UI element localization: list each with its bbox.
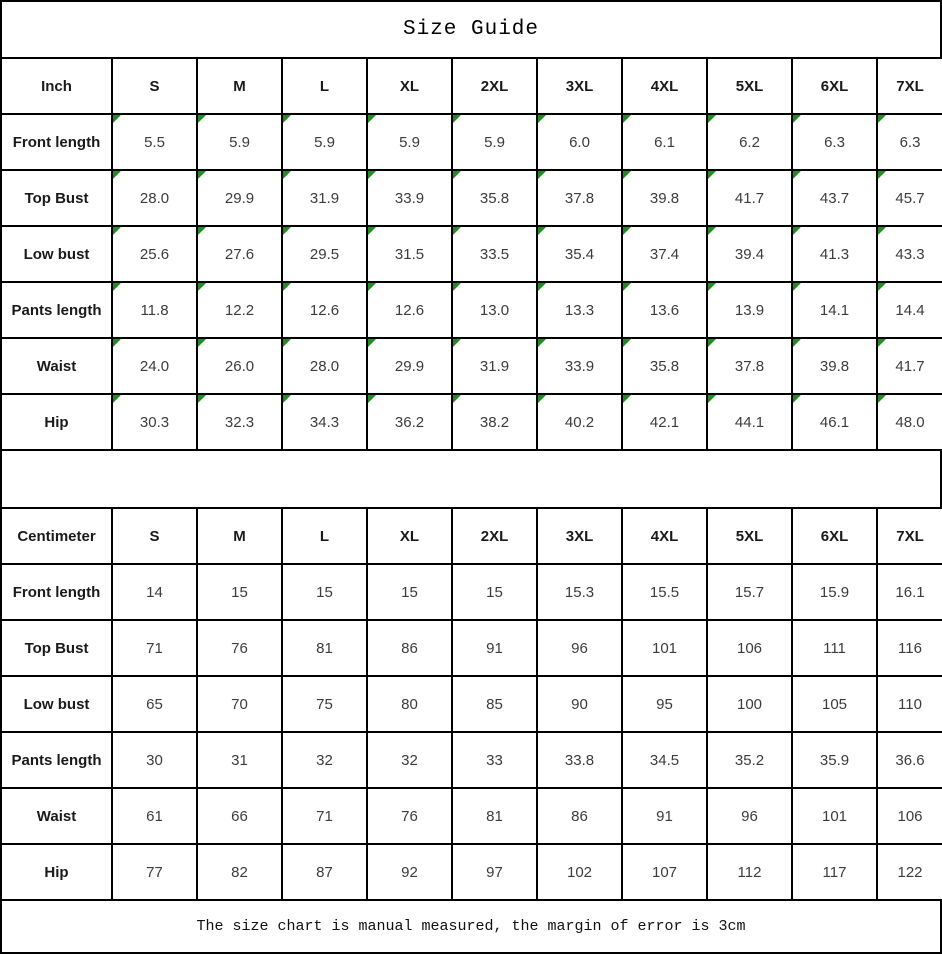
value-cell: 32 <box>282 732 367 788</box>
measurement-row <box>1 114 942 170</box>
row-label-cell: Top Bust <box>1 170 112 226</box>
value-cell: 117 <box>792 844 877 900</box>
size-header-cell: XL <box>367 58 452 114</box>
value-cell: 6.2 <box>707 114 792 170</box>
value-cell: 102 <box>537 844 622 900</box>
value-cell: 76 <box>197 620 282 676</box>
value-cell: 106 <box>707 620 792 676</box>
centimeter-table <box>0 507 942 901</box>
value-cell: 34.3 <box>282 394 367 450</box>
value-cell: 61 <box>112 788 197 844</box>
value-cell: 15.9 <box>792 564 877 620</box>
size-header-cell: XL <box>367 508 452 564</box>
value-cell: 26.0 <box>197 338 282 394</box>
value-cell: 46.1 <box>792 394 877 450</box>
value-cell: 6.0 <box>537 114 622 170</box>
value-cell: 24.0 <box>112 338 197 394</box>
value-cell: 48.0 <box>877 394 942 450</box>
size-header-cell: 7XL <box>877 508 942 564</box>
row-label-cell: Pants length <box>1 732 112 788</box>
value-cell: 81 <box>452 788 537 844</box>
size-header-cell: 3XL <box>537 508 622 564</box>
value-cell: 38.2 <box>452 394 537 450</box>
value-cell: 86 <box>367 620 452 676</box>
value-cell: 33.5 <box>452 226 537 282</box>
value-cell: 12.2 <box>197 282 282 338</box>
value-cell: 39.8 <box>622 170 707 226</box>
value-cell: 5.9 <box>197 114 282 170</box>
value-cell: 35.2 <box>707 732 792 788</box>
value-cell: 75 <box>282 676 367 732</box>
row-label-cell: Front length <box>1 114 112 170</box>
value-cell: 37.8 <box>707 338 792 394</box>
value-cell: 32 <box>367 732 452 788</box>
measurement-row <box>1 844 942 900</box>
value-cell: 15.7 <box>707 564 792 620</box>
value-cell: 82 <box>197 844 282 900</box>
value-cell: 37.8 <box>537 170 622 226</box>
value-cell: 31 <box>197 732 282 788</box>
value-cell: 14.1 <box>792 282 877 338</box>
value-cell: 28.0 <box>282 338 367 394</box>
value-cell: 6.3 <box>792 114 877 170</box>
value-cell: 5.9 <box>452 114 537 170</box>
measurement-row <box>1 676 942 732</box>
value-cell: 30 <box>112 732 197 788</box>
value-cell: 6.3 <box>877 114 942 170</box>
value-cell: 39.4 <box>707 226 792 282</box>
measurement-row <box>1 394 942 450</box>
value-cell: 105 <box>792 676 877 732</box>
value-cell: 31.9 <box>282 170 367 226</box>
value-cell: 65 <box>112 676 197 732</box>
value-cell: 41.7 <box>877 338 942 394</box>
value-cell: 116 <box>877 620 942 676</box>
value-cell: 92 <box>367 844 452 900</box>
value-cell: 6.1 <box>622 114 707 170</box>
value-cell: 37.4 <box>622 226 707 282</box>
size-header-cell: 2XL <box>452 58 537 114</box>
value-cell: 91 <box>622 788 707 844</box>
value-cell: 101 <box>622 620 707 676</box>
value-cell: 13.0 <box>452 282 537 338</box>
value-cell: 28.0 <box>112 170 197 226</box>
measurement-row <box>1 620 942 676</box>
value-cell: 31.9 <box>452 338 537 394</box>
page-title: Size Guide <box>0 0 942 57</box>
value-cell: 36.6 <box>877 732 942 788</box>
row-label-cell: Waist <box>1 338 112 394</box>
value-cell: 45.7 <box>877 170 942 226</box>
size-header-cell: L <box>282 58 367 114</box>
value-cell: 33 <box>452 732 537 788</box>
value-cell: 39.8 <box>792 338 877 394</box>
row-label-cell: Top Bust <box>1 620 112 676</box>
value-cell: 71 <box>112 620 197 676</box>
value-cell: 29.5 <box>282 226 367 282</box>
measurement-row <box>1 788 942 844</box>
value-cell: 76 <box>367 788 452 844</box>
measurement-row <box>1 282 942 338</box>
size-header-cell: 3XL <box>537 58 622 114</box>
value-cell: 33.9 <box>367 170 452 226</box>
value-cell: 42.1 <box>622 394 707 450</box>
value-cell: 35.9 <box>792 732 877 788</box>
size-header-cell: 4XL <box>622 508 707 564</box>
value-cell: 66 <box>197 788 282 844</box>
value-cell: 29.9 <box>197 170 282 226</box>
size-header-cell: 6XL <box>792 58 877 114</box>
value-cell: 81 <box>282 620 367 676</box>
value-cell: 14.4 <box>877 282 942 338</box>
value-cell: 110 <box>877 676 942 732</box>
value-cell: 15 <box>282 564 367 620</box>
size-header-cell: 6XL <box>792 508 877 564</box>
value-cell: 16.1 <box>877 564 942 620</box>
value-cell: 43.7 <box>792 170 877 226</box>
value-cell: 71 <box>282 788 367 844</box>
measurement-row <box>1 338 942 394</box>
value-cell: 85 <box>452 676 537 732</box>
value-cell: 44.1 <box>707 394 792 450</box>
value-cell: 86 <box>537 788 622 844</box>
value-cell: 107 <box>622 844 707 900</box>
value-cell: 40.2 <box>537 394 622 450</box>
value-cell: 33.8 <box>537 732 622 788</box>
value-cell: 15 <box>452 564 537 620</box>
value-cell: 25.6 <box>112 226 197 282</box>
size-header-cell: S <box>112 508 197 564</box>
value-cell: 96 <box>707 788 792 844</box>
value-cell: 43.3 <box>877 226 942 282</box>
size-header-row <box>1 58 942 114</box>
value-cell: 80 <box>367 676 452 732</box>
value-cell: 35.8 <box>622 338 707 394</box>
value-cell: 95 <box>622 676 707 732</box>
inch-table <box>0 57 942 451</box>
size-header-cell: M <box>197 58 282 114</box>
size-header-cell: 4XL <box>622 58 707 114</box>
value-cell: 35.4 <box>537 226 622 282</box>
value-cell: 29.9 <box>367 338 452 394</box>
row-label-cell: Low bust <box>1 676 112 732</box>
value-cell: 5.9 <box>367 114 452 170</box>
value-cell: 15.3 <box>537 564 622 620</box>
value-cell: 35.8 <box>452 170 537 226</box>
measurement-row <box>1 732 942 788</box>
size-header-cell: M <box>197 508 282 564</box>
value-cell: 30.3 <box>112 394 197 450</box>
value-cell: 41.7 <box>707 170 792 226</box>
value-cell: 5.5 <box>112 114 197 170</box>
unit-label-cell: Inch <box>1 58 112 114</box>
value-cell: 12.6 <box>367 282 452 338</box>
row-label-cell: Pants length <box>1 282 112 338</box>
row-label-cell: Front length <box>1 564 112 620</box>
value-cell: 15 <box>367 564 452 620</box>
row-label-cell: Waist <box>1 788 112 844</box>
value-cell: 87 <box>282 844 367 900</box>
size-header-cell: 2XL <box>452 508 537 564</box>
row-label-cell: Hip <box>1 844 112 900</box>
value-cell: 91 <box>452 620 537 676</box>
value-cell: 101 <box>792 788 877 844</box>
value-cell: 13.6 <box>622 282 707 338</box>
value-cell: 111 <box>792 620 877 676</box>
measurement-row <box>1 170 942 226</box>
value-cell: 32.3 <box>197 394 282 450</box>
value-cell: 97 <box>452 844 537 900</box>
value-cell: 100 <box>707 676 792 732</box>
value-cell: 90 <box>537 676 622 732</box>
size-header-cell: 5XL <box>707 58 792 114</box>
value-cell: 41.3 <box>792 226 877 282</box>
size-header-row <box>1 508 942 564</box>
value-cell: 5.9 <box>282 114 367 170</box>
size-header-cell: 7XL <box>877 58 942 114</box>
value-cell: 15 <box>197 564 282 620</box>
value-cell: 96 <box>537 620 622 676</box>
value-cell: 33.9 <box>537 338 622 394</box>
value-cell: 122 <box>877 844 942 900</box>
value-cell: 70 <box>197 676 282 732</box>
value-cell: 27.6 <box>197 226 282 282</box>
value-cell: 34.5 <box>622 732 707 788</box>
footer-note: The size chart is manual measured, the margin of error is 3cm <box>0 901 942 954</box>
measurement-row <box>1 226 942 282</box>
size-header-cell: S <box>112 58 197 114</box>
value-cell: 106 <box>877 788 942 844</box>
row-label-cell: Hip <box>1 394 112 450</box>
value-cell: 11.8 <box>112 282 197 338</box>
value-cell: 36.2 <box>367 394 452 450</box>
value-cell: 13.9 <box>707 282 792 338</box>
value-cell: 12.6 <box>282 282 367 338</box>
unit-label-cell: Centimeter <box>1 508 112 564</box>
value-cell: 77 <box>112 844 197 900</box>
value-cell: 13.3 <box>537 282 622 338</box>
value-cell: 15.5 <box>622 564 707 620</box>
row-label-cell: Low bust <box>1 226 112 282</box>
size-header-cell: 5XL <box>707 508 792 564</box>
value-cell: 112 <box>707 844 792 900</box>
table-spacer <box>0 451 942 507</box>
measurement-row <box>1 564 942 620</box>
value-cell: 14 <box>112 564 197 620</box>
value-cell: 31.5 <box>367 226 452 282</box>
size-header-cell: L <box>282 508 367 564</box>
